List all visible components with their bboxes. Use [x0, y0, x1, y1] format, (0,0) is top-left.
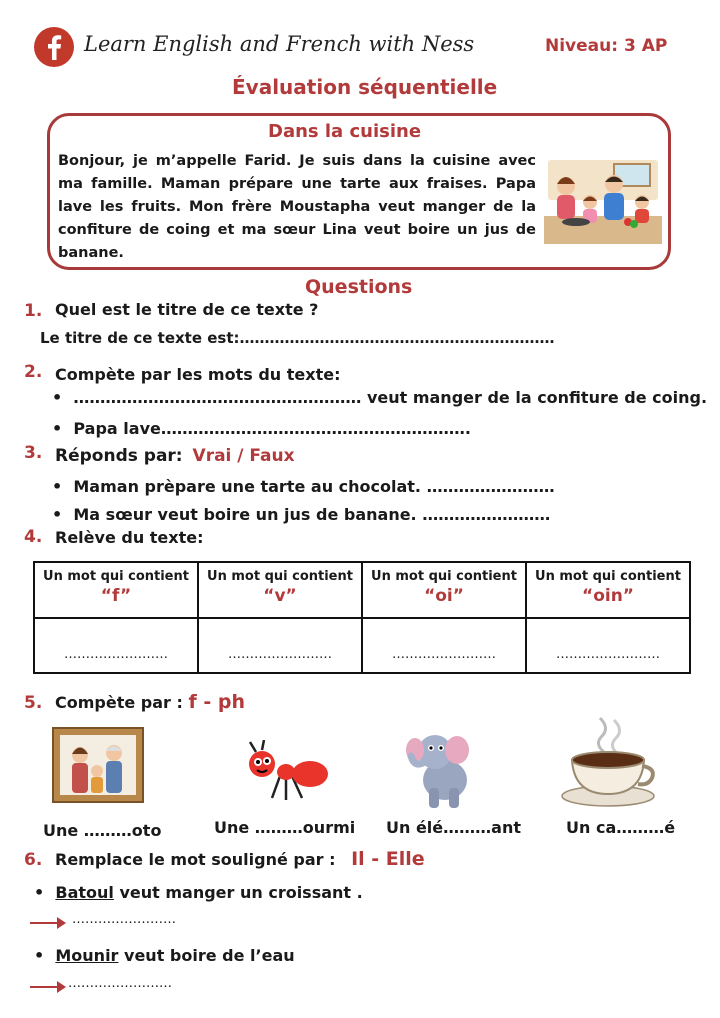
- story-title: Dans la cuisine: [268, 121, 422, 142]
- q6-item2-underlined: Mounir: [55, 946, 119, 965]
- page-title: Évaluation séquentielle: [232, 75, 498, 99]
- level-label: Niveau: 3 AP: [545, 36, 668, 56]
- q2-number: 2.: [24, 362, 43, 382]
- questions-title: Questions: [305, 276, 413, 298]
- releve-letter: “f”: [100, 586, 132, 606]
- releve-header-f: [34, 562, 198, 618]
- q3-item1: • Maman prèpare une tarte au chocolat. ……………………: [52, 477, 555, 496]
- story-text: Bonjour, je m’appelle Farid. Je suis dans la cuisine avec ma famille. Maman prépare une tarte aux fraises. Papa lave les fruits. Mon frère Moustapha veut manger de la confiture de coing et ma sœur Lina veut boire un jus de banane.: [58, 153, 536, 261]
- releve-header-oi: [362, 562, 526, 618]
- q6-blank2: ……………………: [68, 976, 172, 991]
- q6-blank1: ……………………: [72, 912, 176, 927]
- releve-header-label: Un mot qui contient: [535, 569, 681, 584]
- releve-table: [33, 561, 691, 674]
- q2-item1-text: ……………………………………………… veut manger de la confiture de coing.: [73, 388, 708, 407]
- releve-header-label: Un mot qui contient: [371, 569, 517, 584]
- q4-number: 4.: [24, 527, 43, 547]
- elephant-icon: [405, 726, 477, 812]
- q6-item2-rest: veut boire de l’eau: [118, 946, 295, 965]
- q5-choice: f - ph: [188, 691, 245, 713]
- q3-item1-text: Maman prèpare une tarte au chocolat. ……………………: [73, 477, 555, 496]
- q5-prompt: [55, 691, 245, 713]
- q6-choice: Il - Elle: [351, 848, 425, 870]
- q6-item1-rest: veut manger un croissant .: [113, 883, 363, 902]
- releve-header-row: [34, 562, 690, 618]
- releve-letter: “oin”: [582, 586, 634, 606]
- q6-item1-underlined: Batoul: [55, 883, 114, 902]
- arrow-icon: [30, 922, 64, 924]
- q5-prompt-text: Compète par :: [55, 693, 183, 712]
- arrow-icon: [30, 986, 64, 988]
- releve-answer-cell: ……………………: [34, 618, 198, 673]
- q6-item1: • Batoul veut manger un croissant .: [34, 883, 363, 902]
- q6-item2: • Mounir veut boire de l’eau: [34, 946, 295, 965]
- q2-item2-text: Papa lave………………………………………………….: [73, 419, 471, 438]
- q3-prompt-text: Réponds par:: [55, 446, 183, 466]
- q5-number: 5.: [24, 693, 43, 713]
- q4-prompt: Relève du texte:: [55, 528, 204, 547]
- story-box: [47, 113, 671, 270]
- q5-item-coffee: Un ca………é: [566, 818, 676, 837]
- q3-item2: • Ma sœur veut boire un jus de banane. ……………………: [52, 505, 551, 524]
- q2-item2: • Papa lave………………………………………………….: [52, 419, 471, 438]
- facebook-icon: [33, 26, 75, 68]
- q5-item-ant: Une ………ourmi: [214, 818, 356, 837]
- releve-header-oin: [526, 562, 690, 618]
- releve-letter: “v”: [263, 586, 297, 606]
- q6-prompt: [55, 848, 425, 870]
- q1-prompt: Quel est le titre de ce texte ?: [55, 300, 319, 319]
- brand-name: Learn English and French with Ness: [84, 32, 475, 56]
- releve-letter: “oi”: [424, 586, 464, 606]
- releve-answer-cell: ……………………: [362, 618, 526, 673]
- q1-number: 1.: [24, 301, 43, 321]
- q3-item2-text: Ma sœur veut boire un jus de banane. ……………………: [73, 505, 551, 524]
- q2-prompt: Compète par les mots du texte:: [55, 365, 341, 384]
- releve-header-label: Un mot qui contient: [207, 569, 353, 584]
- q3-number: 3.: [24, 443, 43, 463]
- coffee-cup-icon: [558, 714, 658, 810]
- releve-answer-cell: ……………………: [526, 618, 690, 673]
- q3-choice: Vrai / Faux: [192, 446, 295, 466]
- q5-item-photo: Une ………oto: [43, 821, 162, 840]
- q2-item1: • ……………………………………………… veut manger de la confiture de coing.: [52, 388, 708, 407]
- q1-answer-line: Le titre de ce texte est:………………………………………………………: [40, 329, 555, 347]
- q3-prompt: [55, 446, 295, 466]
- q6-number: 6.: [24, 850, 43, 870]
- family-photo-icon: [52, 727, 144, 803]
- family-kitchen-illustration: [544, 158, 662, 244]
- releve-header-label: Un mot qui contient: [43, 569, 189, 584]
- releve-answer-cell: ……………………: [198, 618, 362, 673]
- q5-item-elephant: Un élé………ant: [386, 818, 521, 837]
- ant-icon: [240, 740, 330, 804]
- releve-answer-row: [34, 618, 690, 673]
- releve-header-v: [198, 562, 362, 618]
- q6-prompt-text: Remplace le mot souligné par :: [55, 850, 336, 869]
